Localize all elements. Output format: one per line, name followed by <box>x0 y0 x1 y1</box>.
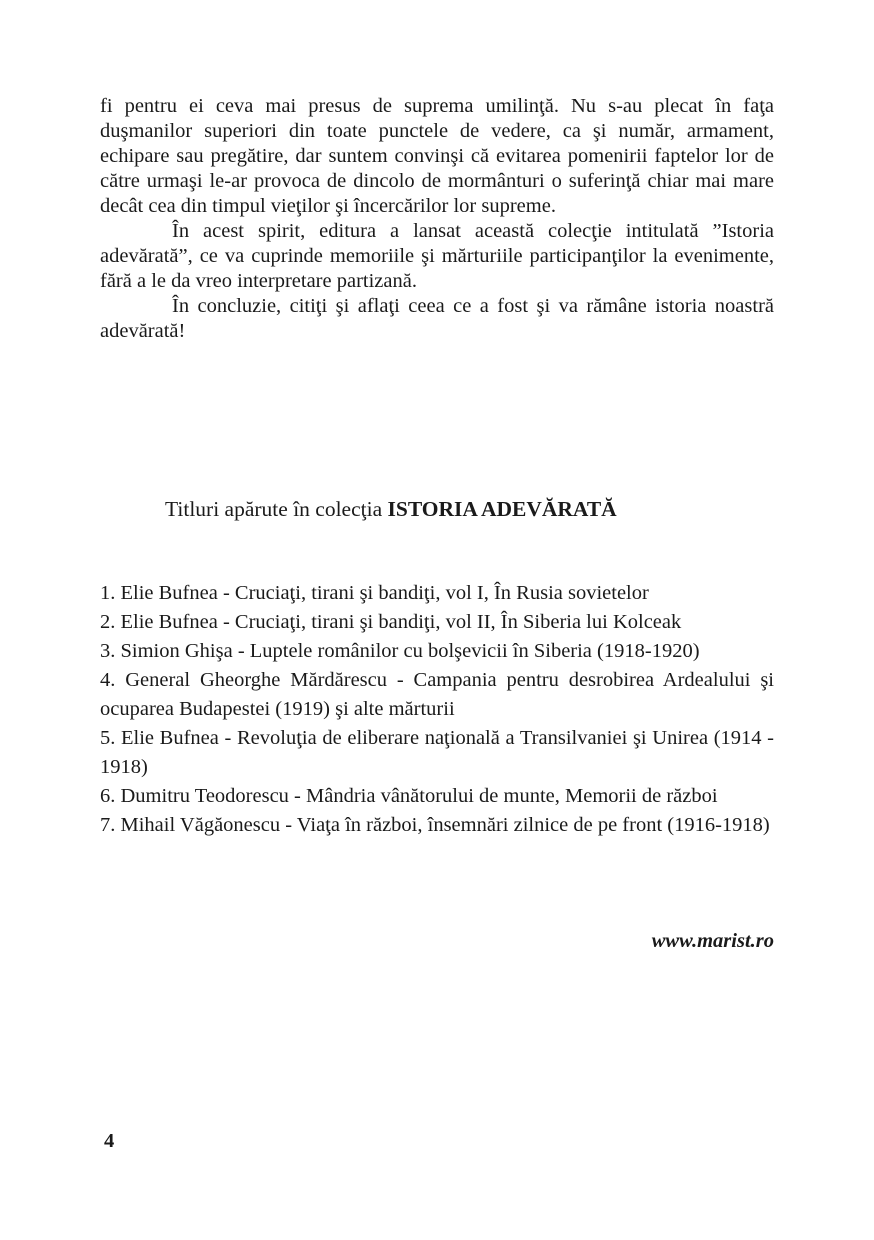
title-list-item: 5. Elie Bufnea - Revoluţia de eliberare naţională a Transilvaniei şi Unirea (1914 - 1918) <box>100 727 774 778</box>
intro-text <box>100 94 774 344</box>
intro-paragraph: fi pentru ei ceva mai presus de suprema umilinţă. Nu s-au plecat în faţa duşmanilor superiori din toate punctele de vedere, ca şi număr, armament, echipare sau pregătire, dar suntem convinşi că evitarea pomenirii faptelor lor de către urmaşi le-ar provoca de dincolo de mormânturi o suferinţă chiar mai mare decât cea din timpul vieţilor şi încercărilor lor supreme. <box>100 95 774 217</box>
title-list-item: 6. Dumitru Teodorescu - Mândria vânătorului de munte, Memorii de război <box>100 785 718 807</box>
collection-heading-prefix: Titluri apărute în colecţia <box>165 497 383 521</box>
intro-paragraph: În acest spirit, editura a lansat această colecţie intitulată ”Istoria adevărată”, ce va cuprinde memoriile şi mărturiile participanţilor la evenimente, fără a le da vreo interpretare partizană. <box>100 220 774 292</box>
title-list-item: 1. Elie Bufnea - Cruciaţi, tirani şi bandiţi, vol I, În Rusia sovietelor <box>100 582 649 604</box>
title-list-item: 2. Elie Bufnea - Cruciaţi, tirani şi bandiţi, vol II, În Siberia lui Kolceak <box>100 611 682 633</box>
collection-heading <box>165 496 805 522</box>
intro-paragraph: În concluzie, citiţi şi aflaţi ceea ce a fost şi va rămâne istoria noastră adevărată! <box>100 295 774 342</box>
title-list-item: 4. General Gheorghe Mărdărescu - Campania pentru desrobirea Ardealului şi ocuparea Budapestei (1919) şi alte mărturii <box>100 669 774 720</box>
publisher-website: www.marist.ro <box>651 930 774 952</box>
title-list-item: 3. Simion Ghişa - Luptele românilor cu bolşevicii în Siberia (1918-1920) <box>100 640 700 662</box>
title-list-item: 7. Mihail Văgăonescu - Viaţa în război, însemnări zilnice de pe front (1916-1918) <box>100 814 770 836</box>
title-list <box>100 579 774 840</box>
page-number: 4 <box>104 1130 115 1152</box>
collection-name: ISTORIA ADEVĂRATĂ <box>387 497 617 521</box>
